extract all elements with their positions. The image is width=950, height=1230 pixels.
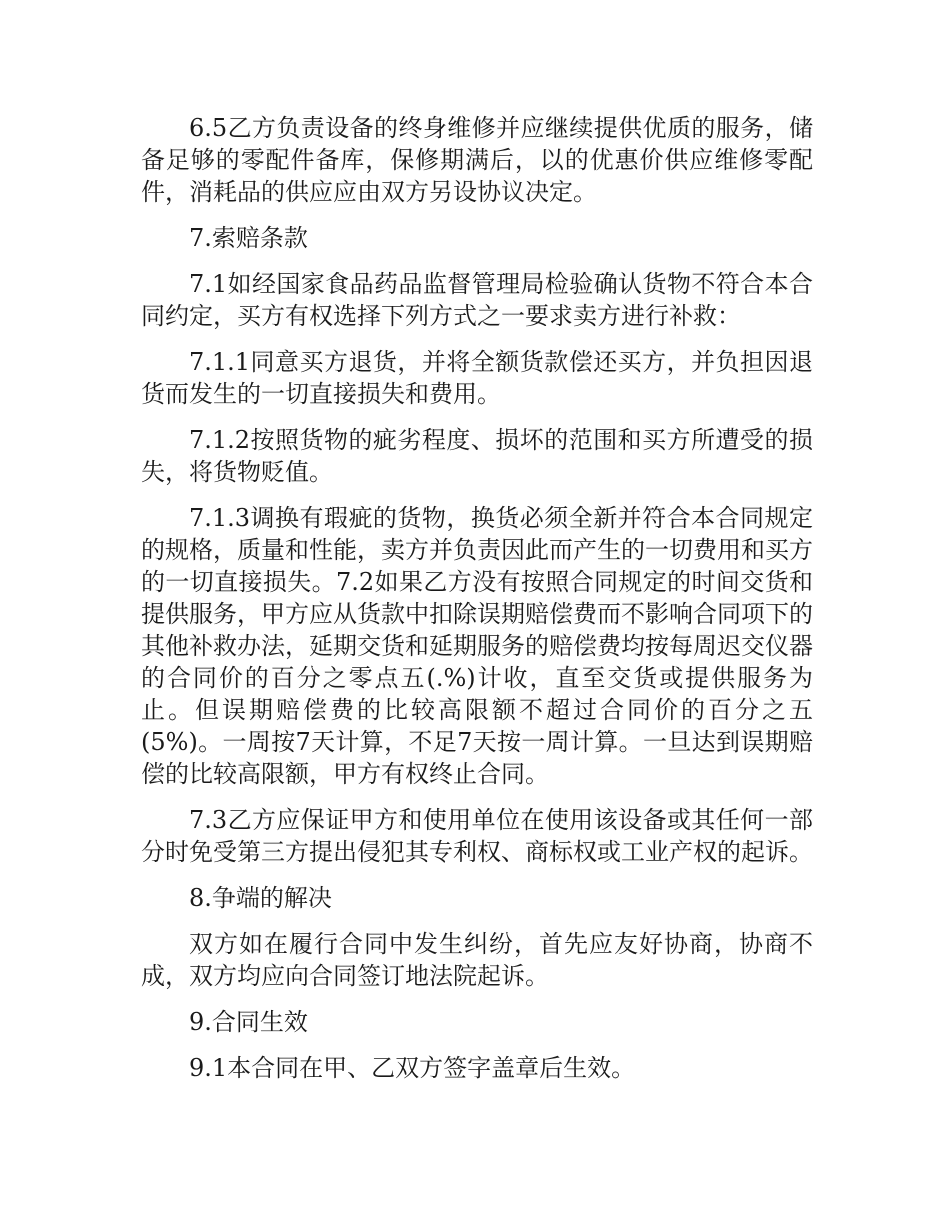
paragraph-7-1-2: 7.1.2按照货物的疵劣程度、损坏的范围和买方所遭受的损失，将货物贬值。 [141, 426, 813, 486]
paragraph-9-1: 9.1本合同在甲、乙双方签字盖章后生效。 [189, 1054, 636, 1082]
paragraph-6-5: 6.5乙方负责设备的终身维修并应继续提供优质的服务，储备足够的零配件备库，保修期满后，以的优惠价供应维修零配件，消耗品的供应应由双方另设协议决定。 [141, 114, 813, 206]
heading-claims-clause: 7.索赔条款 [189, 224, 308, 252]
heading-dispute-resolution: 8.争端的解决 [189, 884, 332, 912]
heading-contract-effect: 9.合同生效 [189, 1008, 308, 1036]
document-body [141, 112, 813, 1098]
paragraph-7-1-1: 7.1.1同意买方退货，并将全额货款偿还买方，并负担因退货而发生的一切直接损失和费用。 [141, 348, 813, 408]
paragraph-dispute-text: 双方如在履行合同中发生纠纷，首先应友好协商，协商不成，双方均应向合同签订地法院起诉。 [141, 930, 813, 990]
paragraph-7-1-3: 7.1.3调换有瑕疵的货物，换货必须全新并符合本合同规定的规格，质量和性能，卖方并负责因此而产生的一切费用和买方的一切直接损失。7.2如果乙方没有按照合同规定的时间交货和提供服务，甲方应从货款中扣除误期赔偿费而不影响合同项下的其他补救办法，延期交货和延期服务的赔偿费均按每周迟交仪器的合同价的百分之零点五(.%)计收，直至交货或提供服务为止。但误期赔偿费的比较高限额不超过合同价的百分之五(5%)。一周按7天计算，不足7天按一周计算。一旦达到误期赔偿的比较高限额，甲方有权终止合同。 [141, 504, 813, 788]
paragraph-7-3: 7.3乙方应保证甲方和使用单位在使用该设备或其任何一部分时免受第三方提出侵犯其专利权、商标权或工业产权的起诉。 [141, 806, 813, 866]
paragraph-7-1: 7.1如经国家食品药品监督管理局检验确认货物不符合本合同约定，买方有权选择下列方式之一要求卖方进行补救： [141, 270, 813, 330]
